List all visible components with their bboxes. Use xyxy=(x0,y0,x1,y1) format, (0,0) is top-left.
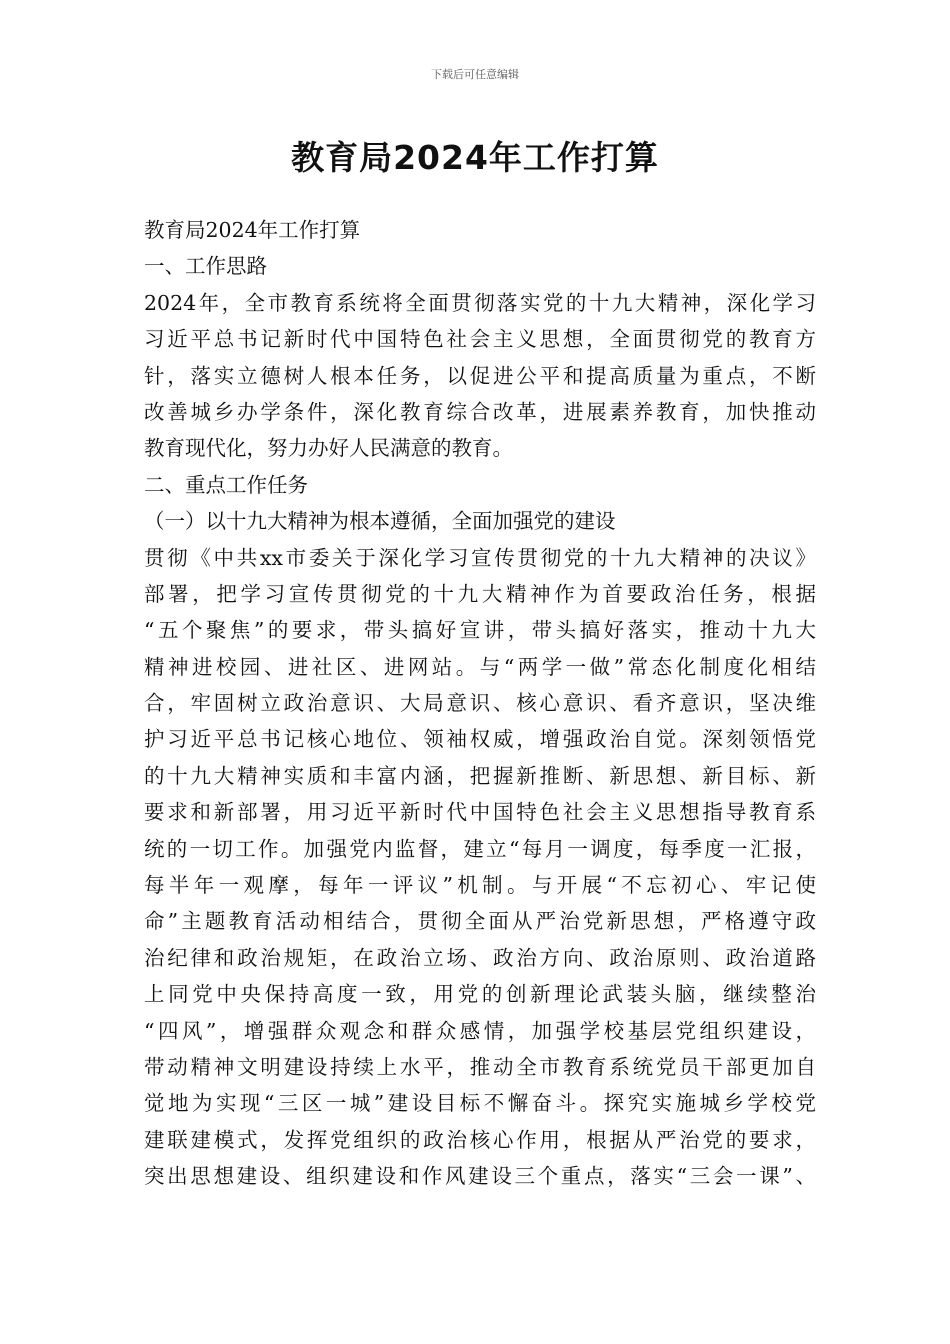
text-line: 针，落实立德树人根本任务，以促进公平和提高质量为重点，不断 xyxy=(144,363,816,388)
text-line: 命”主题教育活动相结合，贯彻全面从严治党新思想，严格遵守政 xyxy=(144,909,816,934)
text-line: 2024年，全市教育系统将全面贯彻落实党的十九大精神，深化学习 xyxy=(144,290,816,315)
text-line: 二、重点工作任务 xyxy=(144,472,308,497)
text-line: 建联建模式，发挥党组织的政治核心作用，根据从严治党的要求， xyxy=(144,1127,816,1152)
document-title: 教育局2024年工作打算 xyxy=(291,138,659,177)
text-line: “四风”，增强群众观念和群众感情，加强学校基层党组织建设， xyxy=(144,1018,816,1043)
text-line: 要求和新部署，用习近平新时代中国特色社会主义思想指导教育系 xyxy=(144,800,816,825)
text-line: 改善城乡办学条件，深化教育综合改革，进展素养教育，加快推动 xyxy=(144,399,816,424)
text-line: 贯彻《中共xx市委关于深化学习宣传贯彻党的十九大精神的决议》 xyxy=(144,545,816,570)
text-line: 觉地为实现“三区一城”建设目标不懈奋斗。探究实施城乡学校党 xyxy=(144,1091,816,1116)
text-line: 习近平总书记新时代中国特色社会主义思想，全面贯彻党的教育方 xyxy=(144,327,816,352)
text-line: 教育现代化，努力办好人民满意的教育。 xyxy=(144,436,513,461)
text-line: 带动精神文明建设持续上水平，推动全市教育系统党员干部更加自 xyxy=(144,1054,816,1079)
text-line: 一、工作思路 xyxy=(144,254,267,279)
document-body xyxy=(144,212,816,1195)
text-line: 突出思想建设、组织建设和作风建设三个重点，落实“三会一课”、 xyxy=(144,1164,816,1189)
text-line: 统的一切工作。加强党内监督，建立“每月一调度，每季度一汇报， xyxy=(144,836,816,861)
text-line: 教育局2024年工作打算 xyxy=(144,218,361,242)
text-line: 上同党中央保持高度一致，用党的创新理论武装头脑，继续整治 xyxy=(144,982,816,1007)
text-line: 精神进校园、进社区、进网站。与“两学一做”常态化制度化相结 xyxy=(144,654,816,679)
text-line: 部署，把学习宣传贯彻党的十九大精神作为首要政治任务，根据 xyxy=(144,581,816,606)
text-line: 治纪律和政治规矩，在政治立场、政治方向、政治原则、政治道路 xyxy=(144,945,816,970)
text-line: 每半年一观摩，每年一评议”机制。与开展“不忘初心、牢记使 xyxy=(144,873,816,898)
text-line: “五个聚焦”的要求，带头搞好宣讲，带头搞好落实，推动十九大 xyxy=(144,618,816,643)
download-note: 下载后可任意编辑 xyxy=(431,68,519,81)
text-line: （一）以十九大精神为根本遵循，全面加强党的建设 xyxy=(144,509,616,534)
text-line: 合，牢固树立政治意识、大局意识、核心意识、看齐意识，坚决维 xyxy=(144,691,816,716)
text-line: 的十九大精神实质和丰富内涵，把握新推断、新思想、新目标、新 xyxy=(144,763,816,788)
text-line: 护习近平总书记核心地位、领袖权威，增强政治自觉。深刻领悟党 xyxy=(144,727,816,752)
